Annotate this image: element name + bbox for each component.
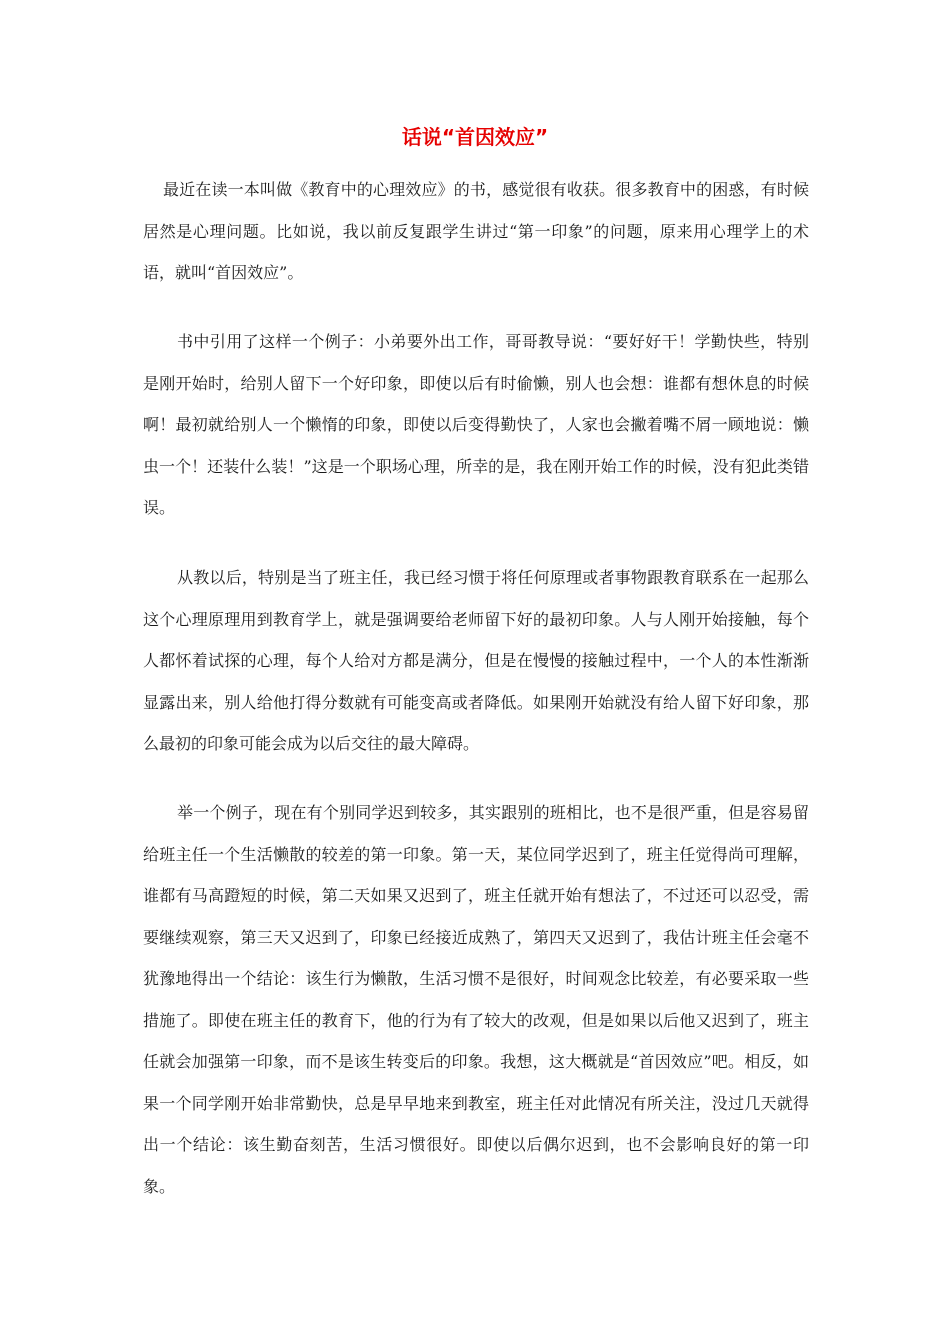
- paragraph-1: 最近在读一本叫做《教育中的心理效应》的书，感觉很有收获。很多教育中的困惑，有时候居然是心理问题。比如说，我以前反复跟学生讲过“第一印象”的问题，原来用心理学上的术语，就叫“首因效应”。: [143, 180, 809, 282]
- paragraph-4: 举一个例子，现在有个别同学迟到较多，其实跟别的班相比，也不是很严重，但是容易留给班主任一个生活懒散的较差的第一印象。第一天，某位同学迟到了，班主任觉得尚可理解，谁都有马高蹬短的时候，第二天如果又迟到了，班主任就开始有想法了，不过还可以忍受，需要继续观察，第三天又迟到了，印象已经接近成熟了，第四天又迟到了，我估计班主任会毫不犹豫地得出一个结论：该生行为懒散，生活习惯不是很好，时间观念比较差，有必要采取一些措施了。即使在班主任的教育下，他的行为有了较大的改观，但是如果以后他又迟到了，班主任就会加强第一印象，而不是该生转变后的印象。我想，这大概就是“首因效应”吧。相反，如果一个同学刚开始非常勤快，总是早早地来到教室，班主任对此情况有所关注，没过几天就得出一个结论：该生勤奋刻苦，生活习惯很好。即使以后偶尔迟到，也不会影响良好的第一印象。: [143, 803, 809, 1196]
- document-title: 话说“首因效应”: [401, 125, 549, 149]
- paragraph-2: 书中引用了这样一个例子：小弟要外出工作，哥哥教导说：“要好好干！学勤快些，特别是刚开始时，给别人留下一个好印象，即使以后有时偷懒，别人也会想：谁都有想休息的时候啊！最初就给别人一个懒惰的印象，即使以后变得勤快了，人家也会撇着嘴不屑一顾地说：懒虫一个！还装什么装！”这是一个职场心理，所幸的是，我在刚开始工作的时候，没有犯此类错误。: [143, 332, 809, 517]
- paragraph-3: 从教以后，特别是当了班主任，我已经习惯于将任何原理或者事物跟教育联系在一起那么这个心理原理用到教育学上，就是强调要给老师留下好的最初印象。人与人刚开始接触，每个人都怀着试探的心理，每个人给对方都是满分，但是在慢慢的接触过程中，一个人的本性渐渐显露出来，别人给他打得分数就有可能变高或者降低。如果刚开始就没有给人留下好印象，那么最初的印象可能会成为以后交往的最大障碍。: [143, 568, 809, 753]
